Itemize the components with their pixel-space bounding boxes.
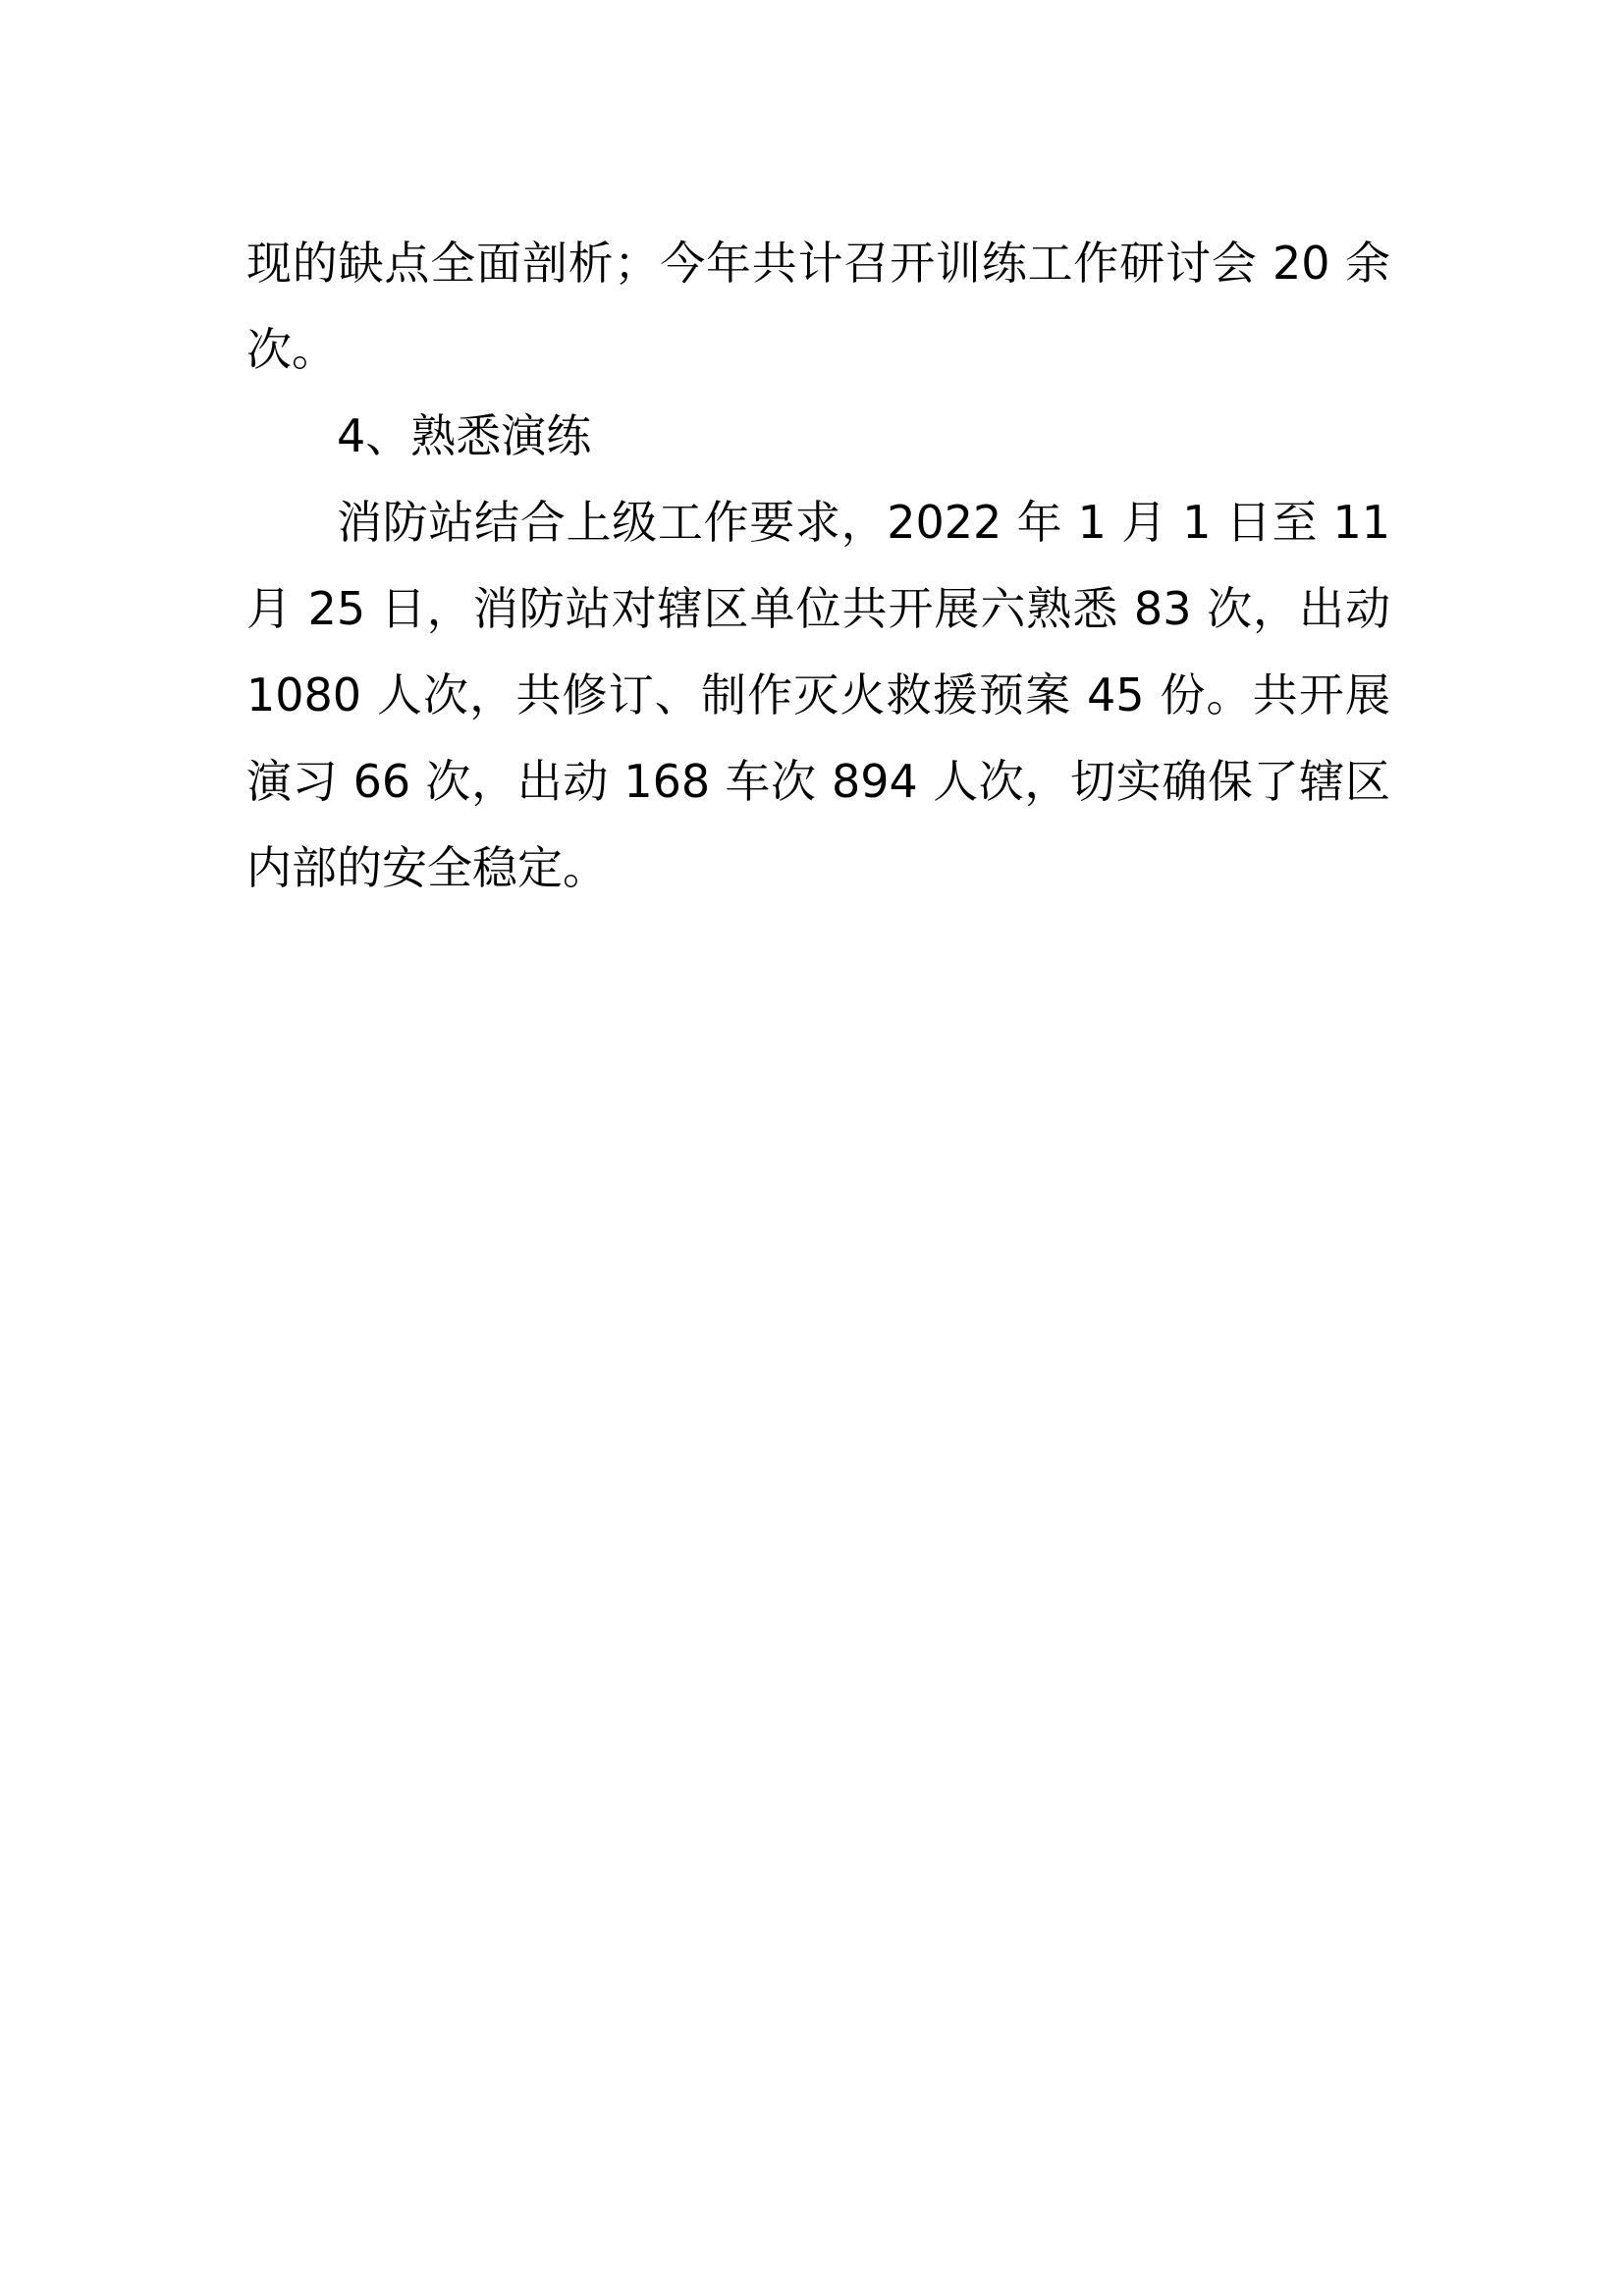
document-body bbox=[246, 220, 1390, 911]
section-heading: 4、熟悉演练 bbox=[337, 409, 592, 462]
paragraph-continuation: 现的缺点全面剖析；今年共计召开训练工作研讨会 20 余次。 bbox=[246, 237, 1390, 376]
paragraph-drills: 消防站结合上级工作要求，2022 年 1 月 1 日至 11 月 25 日，消防站对辖区单位共开展六熟悉 83 次，出动 1080 人次，共修订、制作灭火救援预案 45 份。共开展演习 66 次，出动 168 车次 894 人次，切实确保了辖区内部的安全稳定。 bbox=[246, 496, 1390, 894]
